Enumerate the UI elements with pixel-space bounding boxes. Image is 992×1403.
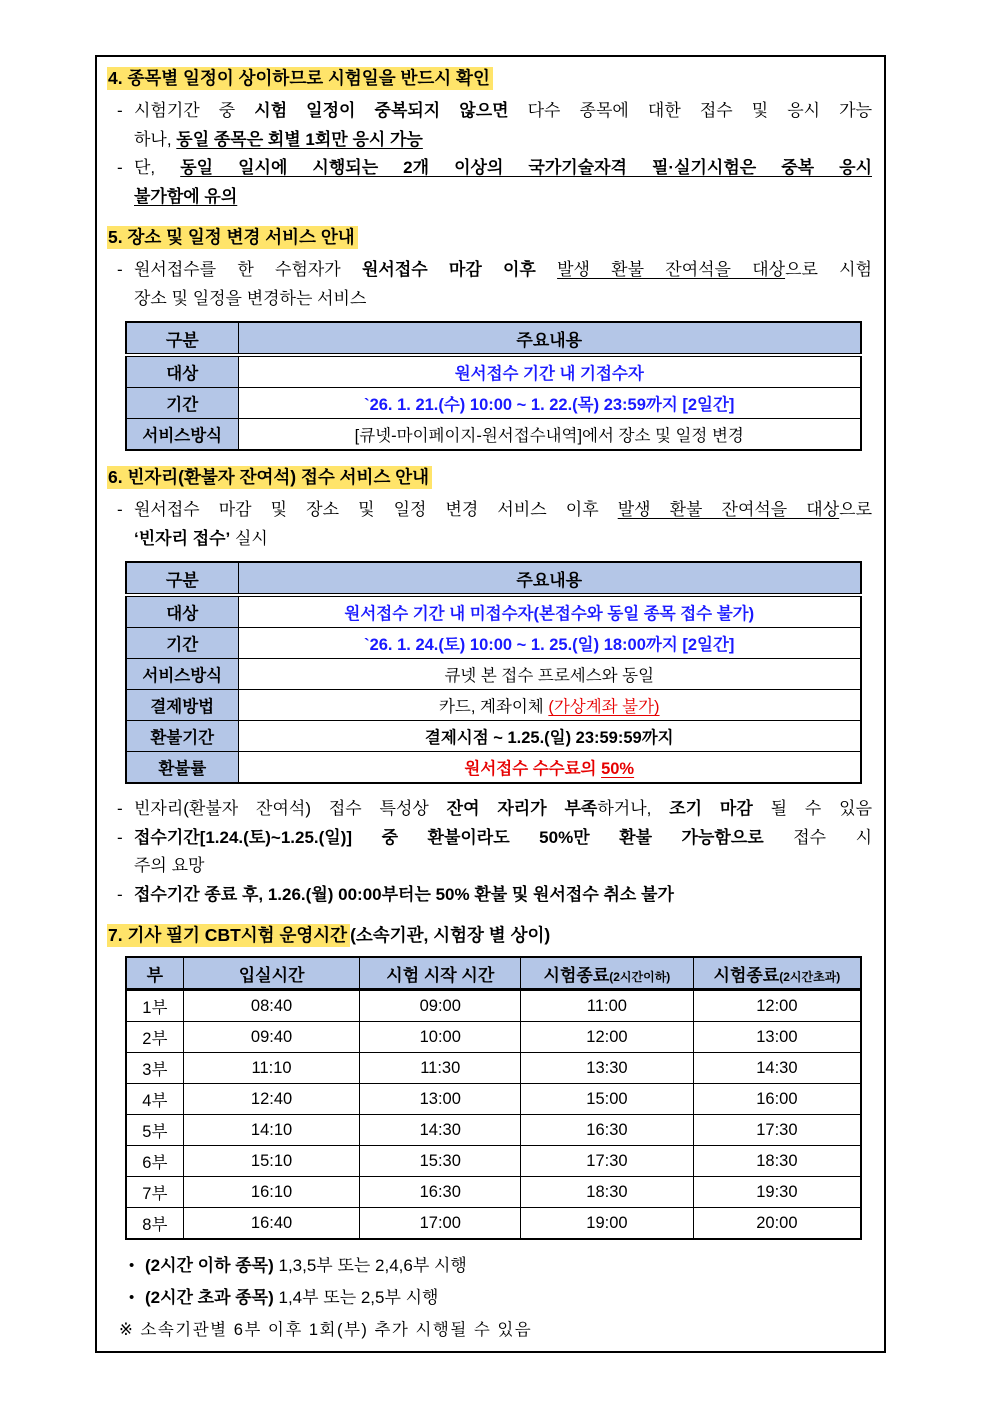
table-header-cell: 입실시간 [183,957,360,990]
cell: 19:00 [521,1208,694,1240]
text-segment-bold: 원서접수 마감 이후 [361,260,536,279]
cell: 13:30 [521,1053,694,1084]
table-header-row [126,322,861,355]
cell: 2부 [126,1022,183,1053]
section6-note1 [107,795,872,824]
cell: 16:40 [183,1208,360,1240]
text-segment-underline: 발생 환불 잔여석을 대상 [557,260,786,279]
row-value-cell: 큐넷 본 접수 프로세스와 동일 [238,659,861,690]
cell: 15:10 [183,1146,360,1177]
text-segment: 주의 요망 [134,856,205,875]
table-header-row [126,957,861,990]
cell: 11:10 [183,1053,360,1084]
vacancy-service-table [125,561,862,784]
cell: 16:00 [693,1084,861,1115]
text-segment: 1,3,5부 또는 2,4,6부 시행 [273,1256,467,1275]
cell: 7부 [126,1177,183,1208]
section4-heading-text: 4. 종목별 일정이 상이하므로 시험일을 반드시 확인 [107,67,493,90]
dash-bullet-marker: - [117,101,123,120]
cell: 8부 [126,1208,183,1240]
text-segment: 으로 [839,500,873,519]
table-row [126,1208,861,1240]
section5-heading [107,224,872,251]
section4-bullet1-line2 [107,126,872,155]
table-row [126,1115,861,1146]
text-segment: 빈자리(환불자 잔여석) 접수 특성상 [134,799,447,818]
cell: 12:00 [693,990,861,1022]
cell: 14:10 [183,1115,360,1146]
row-label-cell: 결제방법 [126,690,238,721]
cell: 16:10 [183,1177,360,1208]
text-segment-bold: 접수기간 종료 후, 1.26.(월) 00:00부터는 50% 환불 및 원서접수 취소 불가 [134,884,674,904]
text-segment: 원서접수 마감 및 장소 및 일정 변경 서비스 이후 [134,500,618,519]
cell: 12:00 [521,1022,694,1053]
text-segment: 원서접수를 한 수험자가 [134,260,362,279]
text-segment: 1,4부 또는 2,5부 시행 [273,1288,439,1307]
table-row [126,1053,861,1084]
table-row [126,990,861,1022]
section5-bullet-line1 [107,256,872,285]
row-label-cell: 기간 [126,388,238,419]
text-segment-bold-underline: 동일 종목은 회별 1회만 응시 가능 [176,129,423,149]
table-header-cell: 구분 [126,562,238,595]
text-segment: 될 수 있음 [752,799,873,818]
row-value-cell: [큐넷-마이페이지-원서접수내역]에서 장소 및 일정 변경 [238,419,861,451]
cell: 17:30 [693,1115,861,1146]
cell: 11:30 [360,1053,521,1084]
row-value-cell: `26. 1. 24.(토) 10:00 ~ 1. 25.(일) 18:00까지 [2일간] [238,628,861,659]
table-row [126,752,861,784]
cell: 09:00 [360,990,521,1022]
table-row [126,419,861,451]
cell: 16:30 [360,1177,521,1208]
section6-note2-line2 [107,852,872,881]
cell: 08:40 [183,990,360,1022]
cell: 5부 [126,1115,183,1146]
row-value-cell [238,752,861,784]
cell: 12:40 [183,1084,360,1115]
section6-note3 [107,881,872,910]
text-segment-bold: 잔여 자리가 부족 [446,799,598,818]
cell: 15:00 [521,1084,694,1115]
row-label-cell: 대상 [126,595,238,628]
text-segment: 카드, 계좌이체 [438,698,549,716]
table-row [126,628,861,659]
text-segment-underline: 발생 환불 잔여석을 대상 [617,500,840,519]
cell: 1부 [126,990,183,1022]
table-row [126,595,861,628]
cell: 11:00 [521,990,694,1022]
table-row [126,690,861,721]
cell: 18:30 [521,1177,694,1208]
dash-bullet-marker: - [117,260,123,279]
row-value-cell: 원서접수 기간 내 기접수자 [238,355,861,388]
section5-bullet-line2 [107,285,872,314]
row-label-cell: 서비스방식 [126,419,238,451]
dash-bullet-marker: - [117,884,123,904]
section6-bullet-line2 [107,525,872,554]
section6-note2-line1 [107,824,872,853]
cell: 10:00 [360,1022,521,1053]
cell: 18:30 [693,1146,861,1177]
text-segment-bold: 시험 일정이 중복되지 않으면 [254,101,509,120]
footer-bullet2 [107,1283,872,1313]
section4-heading [107,65,872,92]
section6-bullet-line1 [107,496,872,525]
text-segment: 다수 종목에 대한 접수 및 응시 가능 [508,101,872,120]
table-header-cell: 시험 시작 시간 [360,957,521,990]
cell: 14:30 [693,1053,861,1084]
text-segment-bold: 접수기간[1.24.(토)~1.25.(일)] 중 환불이라도 50%만 환불 가능함으로 [134,827,764,847]
table-header-cell [693,957,861,990]
table-header-cell: 부 [126,957,183,990]
text-segment [536,260,557,279]
section4-bullet1-line1 [107,97,872,126]
row-value-cell [238,690,861,721]
cell: 4부 [126,1084,183,1115]
row-label-cell: 환불기간 [126,721,238,752]
text-segment-small: (2시간이하) [609,969,671,984]
row-label-cell: 대상 [126,355,238,388]
cell: 20:00 [693,1208,861,1240]
cell: 3부 [126,1053,183,1084]
table-header-cell: 주요내용 [238,322,861,355]
table-row [126,1022,861,1053]
row-value-cell: 결제시점 ~ 1.25.(일) 23:59:59까지 [238,721,861,752]
table-row [126,721,861,752]
section7-heading-highlight: 7. 기사 필기 CBT시험 운영시간 [107,924,350,947]
cell: 17:00 [360,1208,521,1240]
row-label-cell: 기간 [126,628,238,659]
table-header-cell [521,957,694,990]
cell: 15:30 [360,1146,521,1177]
dash-bullet-marker: - [117,500,123,519]
row-value-cell: 원서접수 기간 내 미접수자(본접수와 동일 종목 접수 불가) [238,595,861,628]
text-segment: 실시 [230,528,268,548]
section7-heading [107,922,872,949]
table-header-row [126,562,861,595]
text-segment-bold: 조기 마감 [669,799,753,818]
table-row [126,659,861,690]
text-segment: 시험기간 중 [134,101,255,120]
text-segment-red-underline: (가상계좌 불가) [548,698,660,716]
dash-bullet-marker: - [117,827,123,847]
table-row [126,388,861,419]
dot-bullet-marker: • [129,1257,135,1274]
change-service-table [125,321,862,451]
cbt-schedule-table [125,956,862,1240]
section4-bullet2-line1 [107,154,872,183]
text-segment-red: 원서접수 수수료의 [464,760,602,778]
text-segment-bold: (2시간 초과 종목) [145,1288,274,1307]
cell: 16:30 [521,1115,694,1146]
text-segment: 시험종료 [713,965,780,985]
table-row [126,1084,861,1115]
dash-bullet-marker: - [117,158,123,177]
text-segment: 접수 시 [763,827,872,847]
section4-bullet2-line2 [107,183,872,212]
table-row [126,355,861,388]
section6-heading-text: 6. 빈자리(환불자 잔여석) 접수 서비스 안내 [107,466,432,489]
text-segment-bold-underline: 불가함에 유의 [134,186,238,206]
footer-bullet1 [107,1251,872,1281]
text-segment-red-underline: 50% [601,760,635,778]
cell: 17:30 [521,1146,694,1177]
row-value-cell: `26. 1. 21.(수) 10:00 ~ 1. 22.(목) 23:59까지 [2일간] [238,388,861,419]
cell: 13:00 [360,1084,521,1115]
text-segment: 으로 시험 [785,260,872,279]
dash-bullet-marker: - [117,799,123,818]
table-row [126,1177,861,1208]
cell: 14:30 [360,1115,521,1146]
text-segment: 단, [134,158,181,177]
section6-heading [107,464,872,491]
document-content-frame [95,55,886,1353]
text-segment-bold: ‘빈자리 접수’ [134,528,231,548]
text-segment: 하거나, [597,799,670,818]
section5-heading-text: 5. 장소 및 일정 변경 서비스 안내 [107,226,358,249]
cell: 19:30 [693,1177,861,1208]
text-segment: 장소 및 일정을 변경하는 서비스 [134,288,367,308]
text-segment-bold: (2시간 이하 종목) [145,1256,274,1275]
table-row [126,1146,861,1177]
text-segment-bold-underline: 동일 일시에 시행되는 2개 이상의 국가기술자격 필·실기시험은 중복 응시 [180,158,872,177]
cell: 13:00 [693,1022,861,1053]
row-label-cell: 서비스방식 [126,659,238,690]
table-header-cell: 구분 [126,322,238,355]
footer-note: ※ 소속기관별 6부 이후 1회(부) 추가 시행될 수 있음 [119,1321,533,1339]
row-label-cell: 환불률 [126,752,238,784]
text-segment-small: (2시간초과) [779,969,841,984]
cell: 6부 [126,1146,183,1177]
table-header-cell: 주요내용 [238,562,861,595]
dot-bullet-marker: • [129,1289,135,1306]
cell: 09:40 [183,1022,360,1053]
text-segment: 하나, [134,129,177,149]
section7-heading-rest: (소속기관, 시험장 별 상이) [350,925,551,945]
text-segment: 시험종료 [543,965,610,985]
